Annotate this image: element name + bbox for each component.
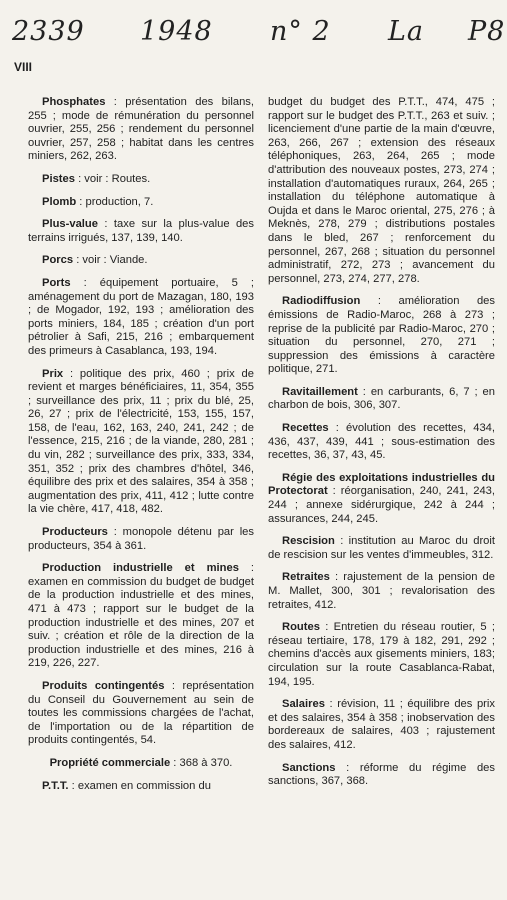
index-entry-text: : réorganisation, 240, 241, 243, 244 ; annexe sidérurgique, 242 à 244 ; assurances, 244, 245. xyxy=(268,485,495,525)
index-entry xyxy=(28,277,254,359)
index-entry-text: : production, 7. xyxy=(76,195,154,208)
index-entry-text: : rajustement de la pension de M. Mallet, 300, 301 ; revalorisation des retraites, 412. xyxy=(268,571,495,611)
index-entry-heading: Rescision xyxy=(282,535,335,548)
index-entry-heading: Phosphates xyxy=(42,96,106,108)
index-entry-text: : révision, 11 ; équilibre des prix et des salaires, 354 à 358 ; inobservation des bordereaux de salaires, 403 ; rajustement des salaires, 412. xyxy=(268,698,495,751)
index-entry-heading: Prix xyxy=(42,367,64,380)
index-entry xyxy=(28,368,254,518)
index-entry-text: : en carburants, 6, 7 ; en charbon de bois, 306, 307. xyxy=(268,385,495,412)
index-entry-heading: Radiodiffusion xyxy=(282,295,361,308)
index-entry xyxy=(268,762,495,789)
page-number: VIII xyxy=(14,60,33,74)
index-entry-text: : équipement portuaire, 5 ; aménagement du port de Mazagan, 180, 193 ; de Mogador, 192, 193 ; amélioration des ports miniers, 184, 185 ; création d'un port pétrolier à Safi, 215, 216 ; embarquement des primeurs à Casablanca, 193, 194. xyxy=(28,276,254,357)
index-entry xyxy=(268,571,495,612)
index-entry-text: : réforme du régime des sanctions, 367, 368. xyxy=(268,761,495,788)
index-column-left xyxy=(28,96,254,802)
index-entry-heading: Plomb xyxy=(42,195,77,208)
index-entry-text: : institution au Maroc du droit de rescision sur les ventes d'immeubles, 312. xyxy=(268,535,495,561)
index-entry-heading: Ports xyxy=(42,276,71,289)
index-entry-text: : 368 à 370. xyxy=(170,756,233,769)
index-entry-text: : représentation du Conseil du Gouvernement au sein de toutes les commissions chargées de l'achat, de l'importation ou de la répartition de produits contingentés, 54. xyxy=(28,679,254,747)
index-entry-heading: Propriété commerciale xyxy=(49,756,171,769)
index-entry-text: : examen en commission du budget de budget de la production industrielle et des mines, 471 à 473 ; rapport sur le budget de la production industrielle et des mines, 207 et suiv. ; création et rôle de la direction de la production industrielle et des mines, 216 à 219, 226, 227. xyxy=(28,562,255,670)
index-entry xyxy=(28,196,254,210)
index-entry xyxy=(28,173,254,187)
index-entry-heading: Routes xyxy=(282,621,320,634)
index-entry-text: : monopole détenu par les producteurs, 354 à 361. xyxy=(28,526,254,552)
index-entry xyxy=(28,254,254,268)
index-entry-heading: Porcs xyxy=(42,254,74,267)
index-entry xyxy=(28,680,254,748)
index-entry xyxy=(268,96,495,286)
index-entry-heading: P.T.T. xyxy=(42,779,69,792)
index-entry-heading: Plus-value xyxy=(42,218,98,231)
index-entry xyxy=(268,535,495,562)
index-entry xyxy=(28,218,254,245)
index-entry-text: : politique des prix, 460 ; prix de revient et marges bénéficiaires, 11, 354, 355 ; surveillance des prix, 11 ; prix du blé, 25, 26, 27 ; prix de l'électricité, 153, 155, 157, 158, de l'eau, 162, 163, 240, 241, 242 ; de l'essence, 215, 216 ; de la viande, 280, 281 ; du vin, 282 ; surveillance des prix, 333, 334, 351, 352 ; prix des chambres d'hôtel, 346, équilibre des prix et des salaires, 354 à 358 ; augmentation des prix, 411, 412 ; lutte contre la vie chère, 417, 418, 482. xyxy=(28,367,254,516)
index-entry-text: : amélioration des émissions de Radio-Maroc, 268 à 273 ; reprise de la publicité par Radio-Maroc, 270 ; situation du personnel, 270, 271 ; suppression des émissions à caractère politique, 271. xyxy=(268,295,495,376)
index-entry xyxy=(268,386,495,413)
index-entry-heading: Salaires xyxy=(282,698,325,711)
index-entry-text: : présentation des bilans, 255 ; mode de rémunération du personnel ouvrier, 255, 256 ; rendement du personnel ouvrier, 257, 258 ; habitat dans les centres miniers, 262, 263. xyxy=(28,96,254,163)
index-entry-heading: Sanctions xyxy=(282,761,336,774)
index-entry-heading: Produits contingentés xyxy=(42,679,165,692)
handwritten-page-ref: P8 xyxy=(468,16,506,47)
index-entry xyxy=(28,96,254,164)
index-entry xyxy=(268,472,495,526)
index-entry xyxy=(268,621,495,689)
index-entry xyxy=(28,757,254,771)
index-entry-text: : voir : Viande. xyxy=(73,254,148,267)
index-entry-text: : évolution des recettes, 434, 436, 437, 439, 441 ; sous-estimation des recettes, 36, 37, 43, 45. xyxy=(268,422,495,462)
index-entry-text: : voir : Routes. xyxy=(74,172,151,185)
handwritten-volume-number: 2339 xyxy=(12,16,85,47)
handwritten-year: 1948 xyxy=(140,16,213,47)
index-entry-heading: Producteurs xyxy=(42,526,108,539)
index-entry xyxy=(268,422,495,463)
index-entry-heading: Ravitaillement xyxy=(282,385,358,398)
handwritten-note: La xyxy=(388,16,425,47)
index-entry xyxy=(28,526,254,553)
handwritten-issue-number: n° 2 xyxy=(270,16,331,47)
index-entry-text: : examen en commission du xyxy=(68,779,211,792)
index-entry-heading: Régie des exploitations industrielles du Protectorat xyxy=(268,471,495,498)
index-entry-heading: Production industrielle et mines xyxy=(42,562,239,575)
index-entry-heading: Retraites xyxy=(282,571,330,584)
index-entry xyxy=(268,698,495,752)
index-entry-heading: Recettes xyxy=(282,422,329,435)
index-entry-text: : taxe sur la plus-value des terrains irrigués, 137, 139, 140. xyxy=(28,218,254,244)
index-entry-text: : Entretien du réseau routier, 5 ; réseau tertiaire, 178, 179 à 182, 291, 292 ; chemins d'accès aux gisements miniers, 183; circulation sur la route Casablanca-Rabat, 194, 195. xyxy=(268,621,495,688)
index-entry xyxy=(28,562,254,671)
index-column-right xyxy=(268,96,495,798)
index-entry xyxy=(28,780,254,794)
index-entry xyxy=(268,295,495,377)
index-entry-heading: Pistes xyxy=(42,172,75,185)
index-entry-text: budget du budget des P.T.T., 474, 475 ; rapport sur le budget des P.T.T., 263 et suiv. ; licenciement d'une partie de la main d'œuvre, 263, 266, 267 ; extension des réseaux téléphoniques, 263, 264, 265 ; mode d'attribution des nouveaux postes, 273, 274 ; installation d'automatiques ruraux, 264, 265 ; installation du téléphone automatique à Oujda et dans le Maroc oriental, 275, 276 ; à Meknès, 278, 279 ; distributions postales dans le bled, 267 ; renforcement du personnel, 267, 268 ; situation du personnel administratif, 272, 273 ; avancement du personnel, 273, 274, 277, 278. xyxy=(268,96,495,285)
